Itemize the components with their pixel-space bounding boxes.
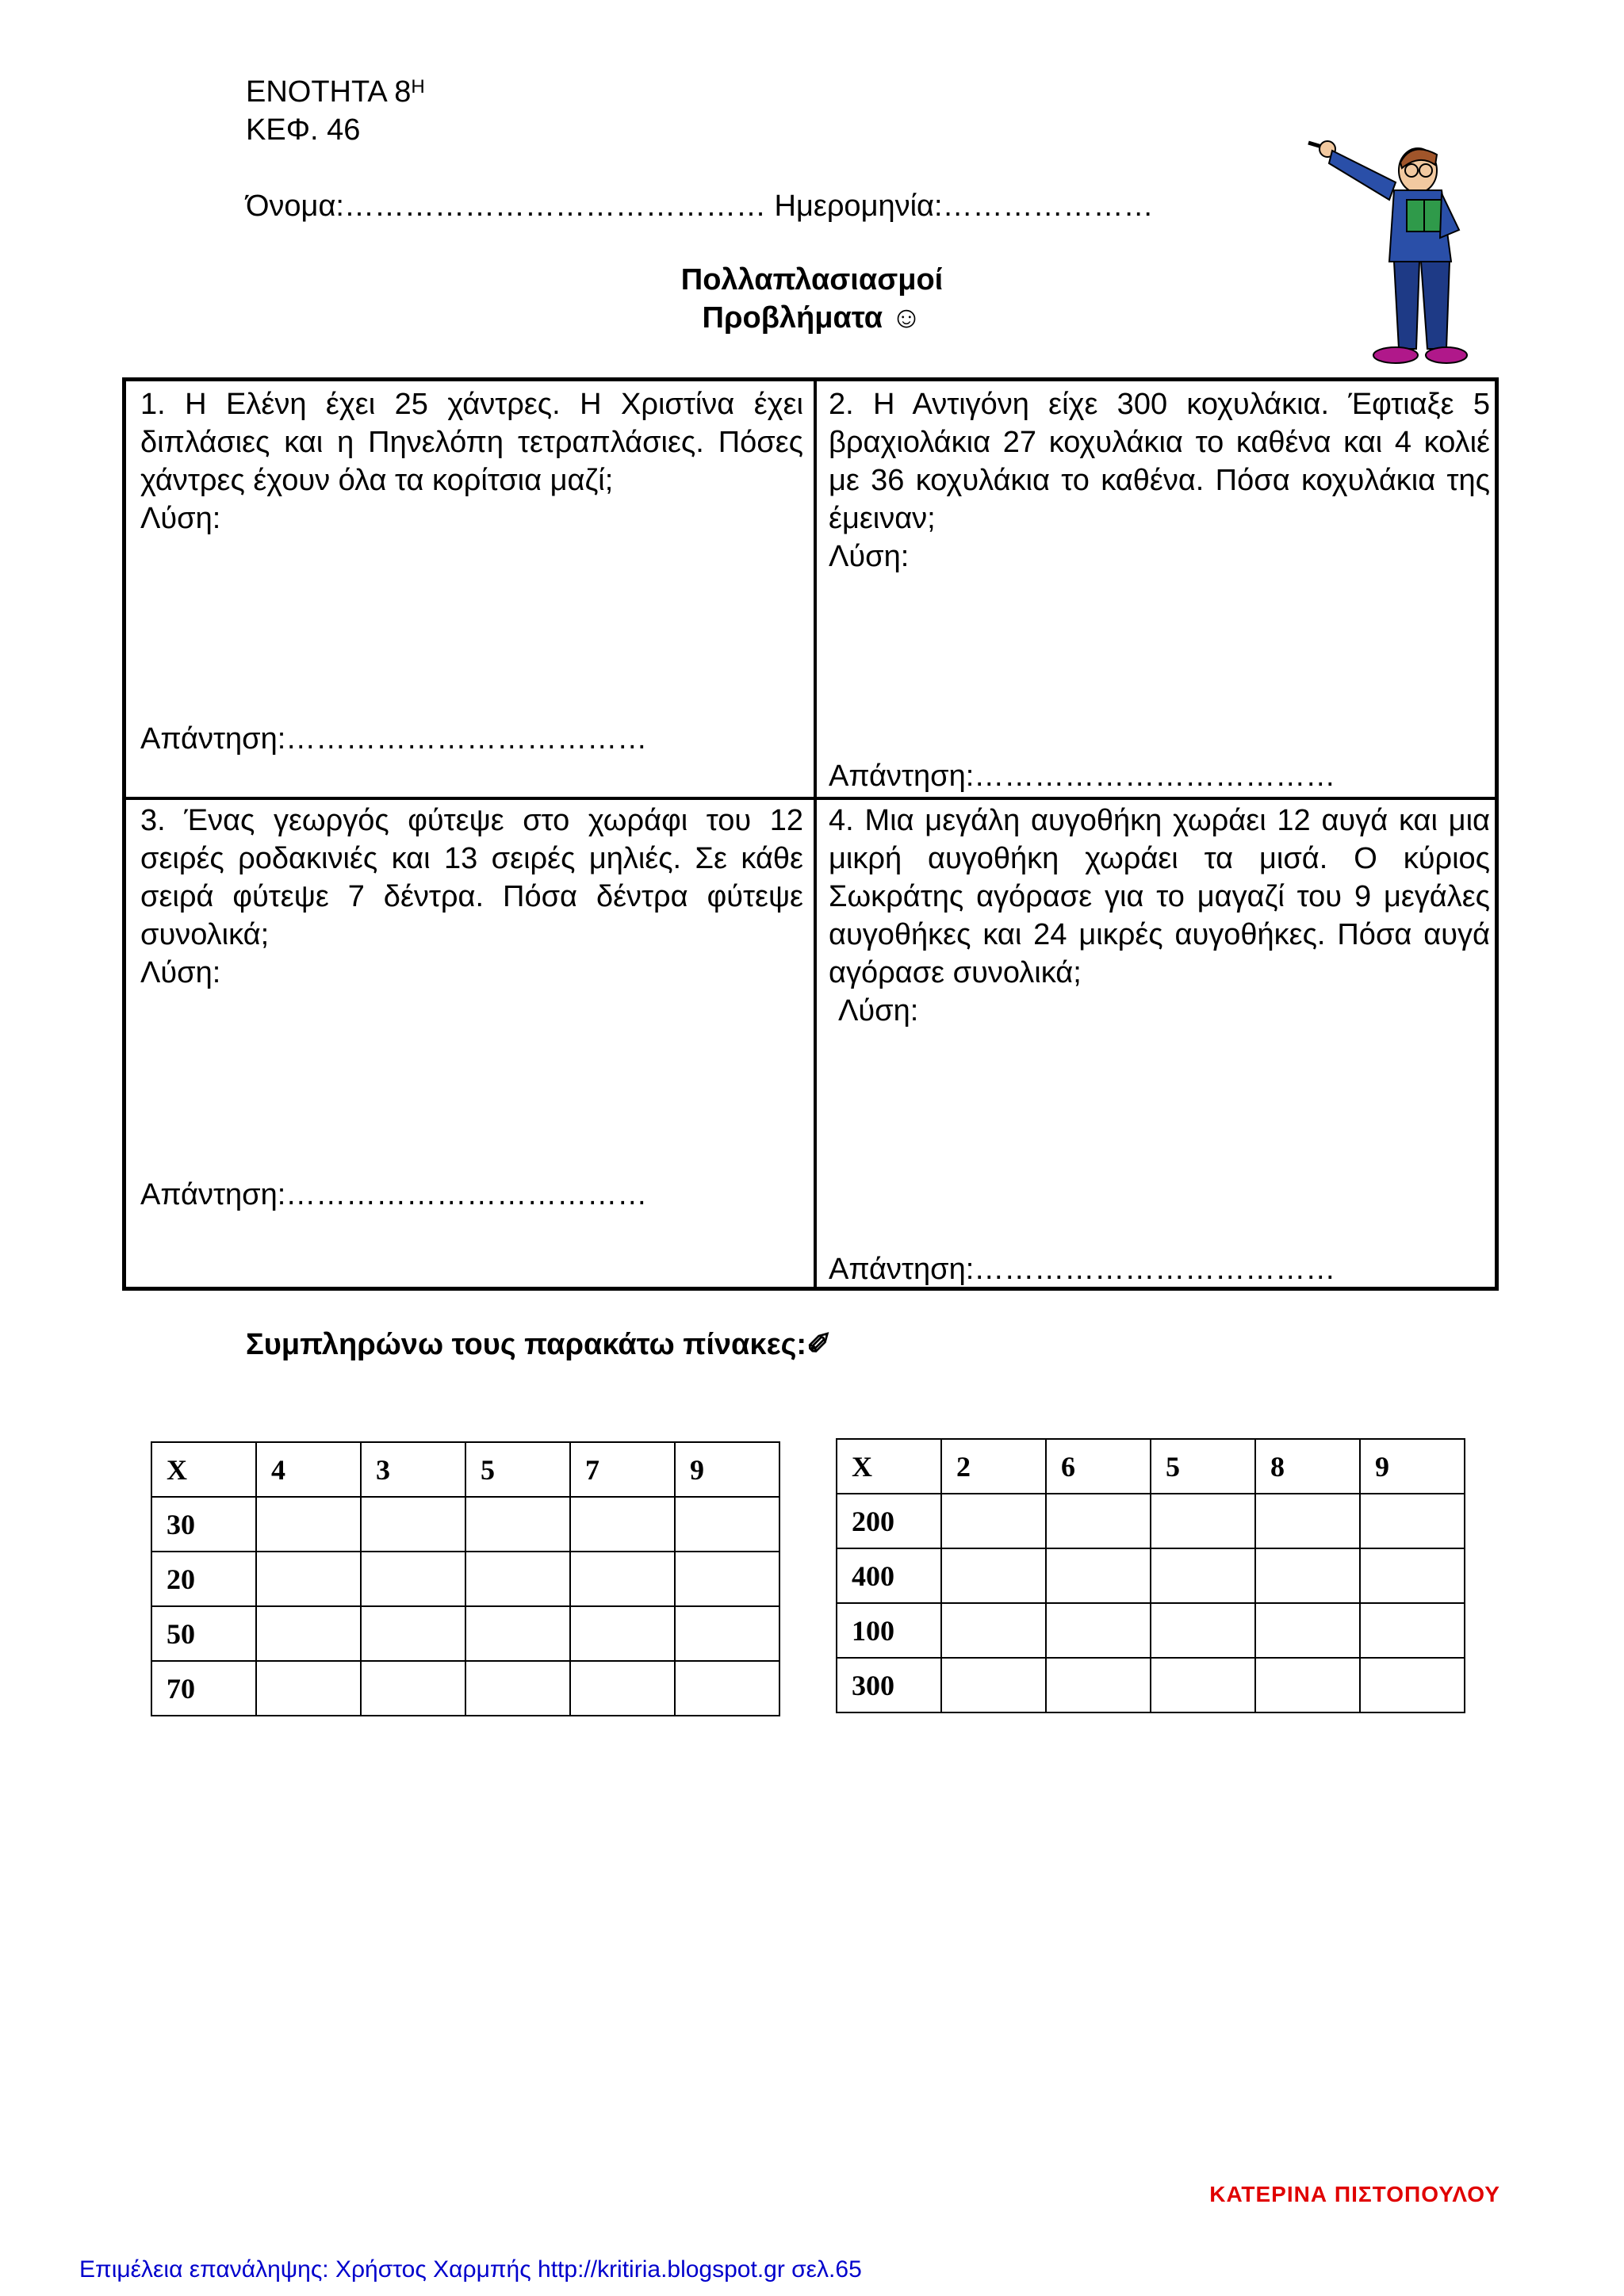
problem-2-solution-label: Λύση: [829, 540, 910, 573]
table-row-header: 200 [837, 1494, 941, 1548]
problem-4 [829, 802, 1490, 1030]
table-blank-cell[interactable] [1046, 1603, 1151, 1658]
table-row [837, 1603, 1465, 1658]
table-corner: Χ [837, 1439, 941, 1494]
table-row-header: 70 [151, 1661, 256, 1716]
problem-4-answer[interactable]: Απάντηση:……………………………… [829, 1253, 1336, 1286]
table-blank-cell[interactable] [1151, 1603, 1255, 1658]
table-col-header: 9 [1360, 1439, 1465, 1494]
chapter-label: ΚΕΦ. 46 [246, 113, 361, 147]
table-blank-cell[interactable] [570, 1661, 675, 1716]
table-blank-cell[interactable] [465, 1552, 570, 1606]
table-blank-cell[interactable] [256, 1661, 361, 1716]
table-blank-cell[interactable] [361, 1661, 465, 1716]
table-col-header: 9 [675, 1442, 779, 1497]
table-row [151, 1552, 779, 1606]
tables-instruction: Συμπληρώνω τους παρακάτω πίνακες:✐ [246, 1328, 832, 1361]
table-corner: Χ [151, 1442, 256, 1497]
table-header-row [837, 1439, 1465, 1494]
multiplication-table-1 [151, 1441, 780, 1716]
table-col-header: 5 [465, 1442, 570, 1497]
table-row [151, 1606, 779, 1661]
table-blank-cell[interactable] [1046, 1658, 1151, 1712]
grid-divider-horizontal [126, 797, 1495, 800]
table-col-header: 7 [570, 1442, 675, 1497]
table-blank-cell[interactable] [256, 1552, 361, 1606]
problem-3 [140, 802, 803, 992]
table-col-header: 5 [1151, 1439, 1255, 1494]
unit-superscript: Η [411, 76, 425, 98]
table-col-header: 4 [256, 1442, 361, 1497]
name-date-line[interactable]: Όνομα:…………………………………… Ημερομηνία:………………… [246, 189, 1154, 223]
table-blank-cell[interactable] [1255, 1603, 1360, 1658]
problem-2 [829, 385, 1490, 576]
table-blank-cell[interactable] [1360, 1658, 1465, 1712]
table-blank-cell[interactable] [465, 1497, 570, 1552]
table-blank-cell[interactable] [361, 1497, 465, 1552]
problem-2-text: 2. Η Αντιγόνη είχε 300 κοχυλάκια. Έφτιαξε 5 βραχιολάκια 27 κοχυλάκια το καθένα και 4 κολιέ με 36 κοχυλάκια το καθένα. Πόσα κοχυλάκια της έμειναν; [829, 388, 1490, 535]
table-col-header: 8 [1255, 1439, 1360, 1494]
table-row-header: 100 [837, 1603, 941, 1658]
table-col-header: 2 [941, 1439, 1046, 1494]
table-blank-cell[interactable] [1151, 1494, 1255, 1548]
problem-3-text: 3. Ένας γεωργός φύτεψε στο χωράφι του 12 σειρές ροδακινιές και 13 σειρές μηλιές. Σε κάθε σειρά φύτεψε 7 δέντρα. Πόσα δέντρα φύτεψε συνολικά; [140, 804, 803, 951]
table-header-row [151, 1442, 779, 1497]
table-row-header: 300 [837, 1658, 941, 1712]
multiplication-table-2 [836, 1438, 1465, 1713]
table-blank-cell[interactable] [1151, 1658, 1255, 1712]
table-blank-cell[interactable] [675, 1552, 779, 1606]
table-blank-cell[interactable] [1360, 1548, 1465, 1603]
table-row [151, 1497, 779, 1552]
table-row [151, 1661, 779, 1716]
problem-4-solution-label: Λύση: [838, 994, 919, 1027]
problem-3-answer[interactable]: Απάντηση:……………………………… [140, 1178, 648, 1211]
problem-4-text: 4. Μια μεγάλη αυγοθήκη χωράει 12 αυγά και μια μικρή αυγοθήκη χωράει τα μισά. Ο κύριος Σωκράτης αγόρασε για το μαγαζί του 9 μεγάλες αυγοθήκες και 24 μικρές αυγοθήκες. Πόσα αυγά αγόρασε συνολικά; [829, 804, 1490, 989]
table-row [837, 1494, 1465, 1548]
table-blank-cell[interactable] [941, 1494, 1046, 1548]
table-blank-cell[interactable] [256, 1606, 361, 1661]
problem-1-answer[interactable]: Απάντηση:……………………………… [140, 722, 648, 756]
table-col-header: 3 [361, 1442, 465, 1497]
table-blank-cell[interactable] [1360, 1494, 1465, 1548]
table-row-header: 30 [151, 1497, 256, 1552]
table-row [837, 1548, 1465, 1603]
table-blank-cell[interactable] [465, 1606, 570, 1661]
table-blank-cell[interactable] [675, 1661, 779, 1716]
worksheet-subtitle: Προβλήματα ☺ [702, 301, 922, 335]
table-blank-cell[interactable] [941, 1658, 1046, 1712]
problem-3-solution-label: Λύση: [140, 956, 221, 989]
table-blank-cell[interactable] [570, 1552, 675, 1606]
table-blank-cell[interactable] [465, 1661, 570, 1716]
table-blank-cell[interactable] [361, 1606, 465, 1661]
table-blank-cell[interactable] [1255, 1548, 1360, 1603]
table-col-header: 6 [1046, 1439, 1151, 1494]
problem-2-answer[interactable]: Απάντηση:……………………………… [829, 760, 1336, 793]
table-blank-cell[interactable] [570, 1497, 675, 1552]
table-blank-cell[interactable] [1255, 1494, 1360, 1548]
author-name: ΚΑΤΕΡΙΝΑ ΠΙΣΤΟΠΟΥΛΟΥ [1209, 2182, 1500, 2206]
table-blank-cell[interactable] [1255, 1658, 1360, 1712]
table-blank-cell[interactable] [361, 1552, 465, 1606]
grid-divider-vertical [814, 381, 817, 1287]
problem-1-solution-label: Λύση: [140, 502, 221, 535]
table-blank-cell[interactable] [675, 1497, 779, 1552]
table-blank-cell[interactable] [570, 1606, 675, 1661]
table-row [837, 1658, 1465, 1712]
table-blank-cell[interactable] [675, 1606, 779, 1661]
problem-1-text: 1. Η Ελένη έχει 25 χάντρες. Η Χριστίνα έχει διπλάσιες και η Πηνελόπη τετραπλάσιες. Πόσες χάντρες έχουν όλα τα κορίτσια μαζί; [140, 388, 803, 497]
problems-grid [122, 377, 1499, 1291]
table-row-header: 400 [837, 1548, 941, 1603]
table-blank-cell[interactable] [941, 1603, 1046, 1658]
table-blank-cell[interactable] [1046, 1494, 1151, 1548]
table-blank-cell[interactable] [1151, 1548, 1255, 1603]
table-blank-cell[interactable] [1046, 1548, 1151, 1603]
worksheet-title: Πολλαπλασιασμοί [680, 263, 944, 297]
footer-credit[interactable]: Επιμέλεια επανάληψης: Χρήστος Χαρμπής http://kritiria.blogspot.gr σελ.65 [79, 2256, 862, 2283]
table-blank-cell[interactable] [256, 1497, 361, 1552]
table-row-header: 20 [151, 1552, 256, 1606]
table-blank-cell[interactable] [941, 1548, 1046, 1603]
unit-label: ΕΝΟΤΗΤΑ $8^H$ [246, 75, 425, 109]
problem-1 [140, 385, 803, 538]
table-row-header: 50 [151, 1606, 256, 1661]
table-blank-cell[interactable] [1360, 1603, 1465, 1658]
